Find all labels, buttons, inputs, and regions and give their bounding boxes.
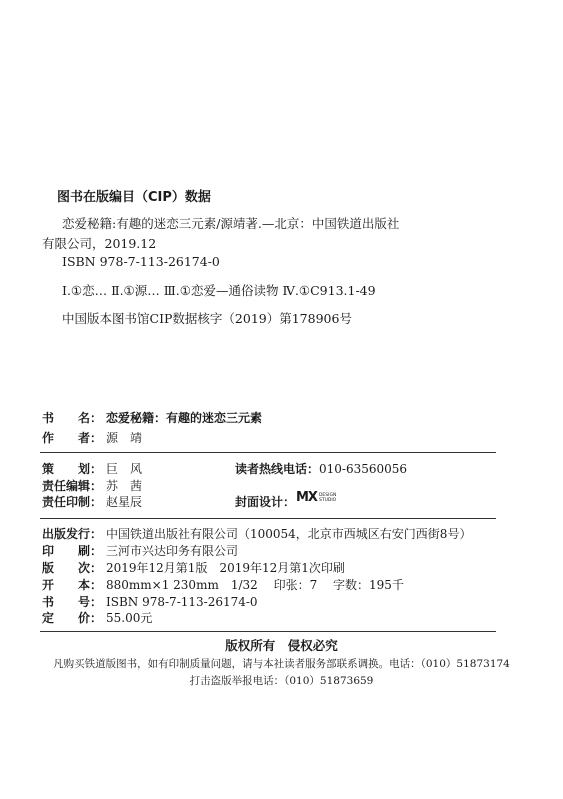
printing-supervisor-value: 赵星辰 [106,495,143,509]
edition-value: 2019年12月第1版 2019年12月第1次印刷 [106,561,345,575]
cover-design-label: 封面设计： [235,495,296,509]
planner-value: 巨 风 [106,462,143,476]
cip-title: 图书在版编目（CIP）数据 [57,190,211,205]
book-title-row [42,409,262,426]
price-label: 定 价： [42,611,103,625]
printing-supervisor-row [42,493,142,510]
price-value: 55.00元 [106,611,153,625]
cip-classification: Ⅰ.①恋… Ⅱ.①源… Ⅲ.①恋爱—通俗读物 Ⅳ.①C913.1-49 [62,283,376,298]
book-title-value: 恋爱秘籍：有趣的迷恋三元素 [106,411,263,425]
edition-row [42,559,345,576]
isbn-label: 书 号： [42,595,103,609]
copyright-notice: 版权所有 侵权必究 [225,638,338,653]
author-value: 源 靖 [106,431,143,445]
isbn-value: ISBN 978-7-113-26174-0 [106,595,258,609]
hotline-row [235,460,407,477]
piracy-hotline: 打击盗版举报电话：（010）51873659 [189,675,374,687]
logo-subtext [319,493,336,503]
print-value: 三河市兴达印务有限公司 [106,544,239,558]
hotline-value: 010-63560056 [319,462,408,476]
print-row [42,542,238,559]
cip-entry-line: 有限公司，2019.12 [42,236,157,251]
cip-number: 中国版本图书馆CIP数据核字（2019）第178906号 [62,311,352,326]
hotline-label: 读者热线电话： [235,462,320,476]
mx-logo: MX [296,490,317,505]
logo-sub-design: DESIGN [318,492,337,498]
format-value: 880mm×1 230mm 1/32 印张：7 字数：195千 [106,578,404,592]
cover-design-logo [296,490,336,505]
printing-supervisor-label: 责任印制： [42,495,103,509]
cip-entry-line: 恋爱秘籍:有趣的迷恋三元素/源靖著.—北京：中国铁道出版社 [62,216,400,231]
isbn-row [42,593,258,610]
divider [40,631,496,632]
editor-row [42,477,142,494]
quality-notice: 凡购买铁道版图书，如有印制质量问题，请与本社读者服务部联系调换。电话：（010）51873174 [53,658,510,670]
logo-sub-studio: STUDIO [318,497,337,503]
price-row [42,609,152,626]
format-row [42,576,404,593]
edition-label: 版 次： [42,561,103,575]
print-label: 印 刷： [42,544,103,558]
book-title-label: 书 名： [42,411,103,425]
cip-isbn: ISBN 978-7-113-26174-0 [62,254,220,269]
publisher-label: 出版发行： [42,527,103,541]
format-label: 开 本： [42,578,103,592]
divider [40,518,496,519]
editor-value: 苏 茜 [106,479,143,493]
author-row [42,429,142,446]
editor-label: 责任编辑： [42,479,103,493]
planner-label: 策 划： [42,462,103,476]
planner-row [42,460,142,477]
publisher-row [42,525,471,542]
publisher-value: 中国铁道出版社有限公司（100054，北京市西城区右安门西街8号） [106,527,472,541]
divider [40,452,496,453]
author-label: 作 者： [42,431,103,445]
